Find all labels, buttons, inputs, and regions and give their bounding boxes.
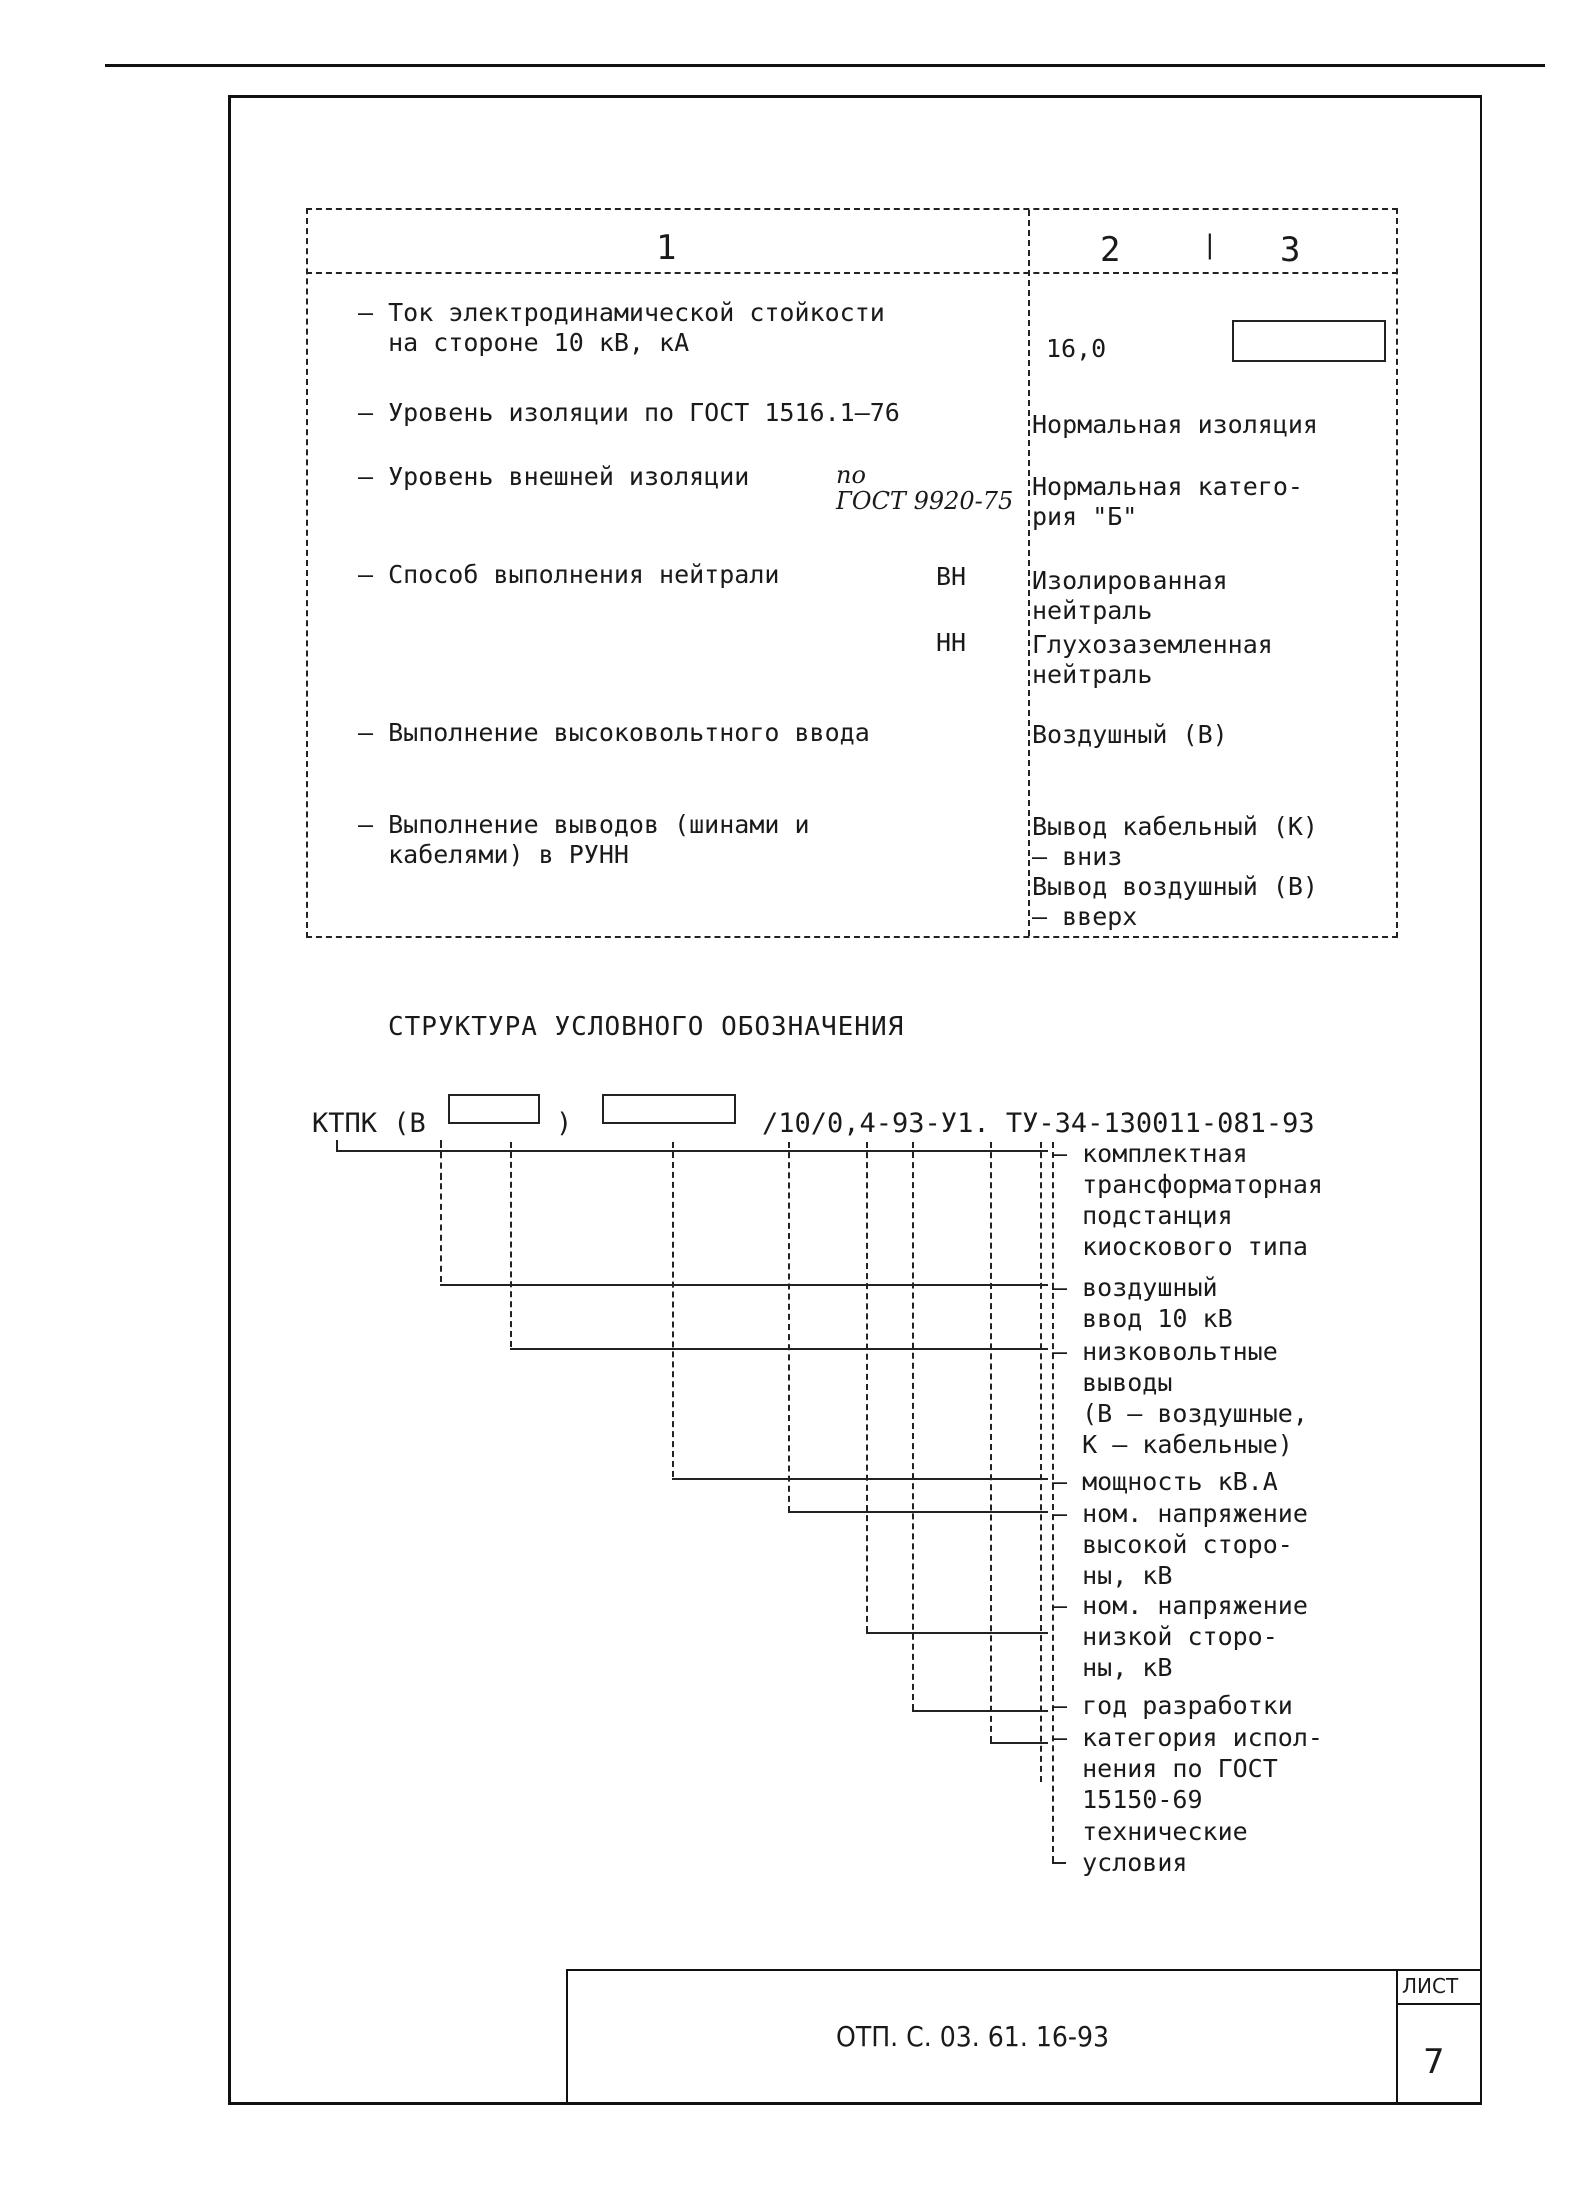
table-column-rule [1028,210,1030,936]
tree-leg [788,1511,1048,1513]
blank-value-box [1232,320,1386,362]
row-hv-input-param: – Выполнение высоковольтного ввода [358,718,870,747]
sheet-number: 7 [1423,2042,1445,2082]
code-placeholder-voltage-top [448,1094,540,1104]
row-neutral-hv-value: Изолированная нейтраль [1032,566,1228,625]
tree-branch [912,1142,914,1710]
row-neutral-hv-label: ВН [936,562,967,591]
row-insulation-level-param: – Уровень изоляции по ГОСТ 1516.1–76 [358,398,900,427]
row-external-insulation-param: – Уровень внешней изоляции [358,462,750,491]
row-neutral-lv-value: Глухозаземленная нейтраль [1032,630,1273,689]
document-code: ОТП. С. 03. 61. 16-93 [836,2020,1110,2053]
tree-leg [510,1348,1048,1350]
row-neutral-lv-label: НН [936,628,967,657]
desc-hv-voltage: – ном. напряжение высокой сторо- ны, кВ [1052,1499,1308,1590]
desc-complete-substation: – комплектная трансформаторная подстанция киоскового типа [1052,1139,1323,1261]
row-outputs-value: Вывод кабельный (К) – вниз Вывод воздушный (В) – вверх [1032,812,1318,931]
desc-lv-outputs: – низковольтные выводы (В – воздушные, К – кабельные) [1052,1337,1308,1459]
tree-leg-hook [336,1140,338,1152]
section-title: СТРУКТУРА УСЛОВНОГО ОБОЗНАЧЕНИЯ [388,1012,905,1042]
desc-technical-conditions: технические условия [1082,1817,1248,1877]
tree-leg [866,1632,1048,1634]
row-hv-input-value: Воздушный (В) [1032,720,1228,749]
tree-leg [672,1478,1048,1480]
row-external-insulation-value: Нормальная катего- рия "Б" [1032,472,1303,531]
desc-air-input: – воздушный ввод 10 кВ [1052,1273,1233,1333]
code-placeholder-power-top [602,1094,736,1104]
row-insulation-level-value: Нормальная изоляция [1032,410,1318,439]
table-header-sep: | [1202,230,1218,260]
table-header-rule [306,272,1398,274]
tree-branch [510,1142,512,1347]
tree-branch [440,1142,442,1282]
table-header-col1: 1 [656,228,677,268]
code-prefix: КТПК (В [312,1108,426,1139]
desc-execution-category: – категория испол- нения по ГОСТ 15150-69 [1052,1723,1323,1814]
code-suffix: /10/0,4-93-У1. ТУ-34-130011-081-93 [762,1108,1315,1139]
row-dynamic-current-value: 16,0 [1046,334,1107,363]
tree-leg [990,1742,1048,1744]
table-header-col3: 3 [1280,230,1301,270]
row-neutral-param: – Способ выполнения нейтрали [358,560,780,589]
tree-leg [336,1150,1048,1152]
desc-power: – мощность кВ.А [1052,1467,1278,1496]
code-close-paren: ) [556,1108,573,1139]
tree-branch [1040,1142,1042,1782]
tree-leg [912,1710,1048,1712]
sheet-label: ЛИСТ [1402,1974,1459,1998]
sheet-box-divider [1396,2003,1482,2005]
row-outputs-param: – Выполнение выводов (шинами и кабелями) в РУНН [358,810,810,869]
tree-branch [672,1142,674,1477]
table-header-col2: 2 [1100,230,1121,270]
desc-development-year: – год разработки [1052,1691,1293,1720]
tree-branch [788,1142,790,1512]
tree-branch [990,1142,992,1742]
top-rule [105,64,1545,67]
desc-lv-voltage: – ном. напряжение низкой сторо- ны, кВ [1052,1591,1308,1682]
tree-branch [866,1142,868,1632]
row-external-insulation-handwriting: по ГОСТ 9920-75 [836,461,1014,515]
tree-leg [440,1284,1048,1286]
row-dynamic-current-param: – Ток электродинамической стойкости на стороне 10 кВ, кА [358,298,885,357]
